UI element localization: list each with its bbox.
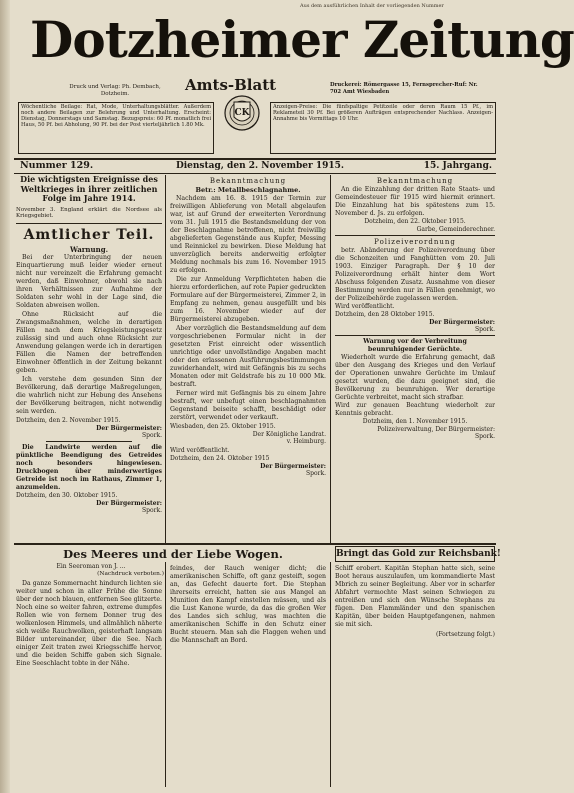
signature-place-2: Dotzheim, den 24. Oktober 1915 [170,455,270,462]
signature-name-2: Spork. [142,506,162,514]
notice-header: Bekanntmachung [376,177,454,185]
column-right [335,177,495,543]
rule [335,335,495,336]
story-col-2: feindes, der Rauch weniger dicht; die amerikanischen Schiffe, oft ganz gesteift, sogen an, das Gefecht dauerte fort. Die Stephan ihrerseits erreicht, hatten sie aus Mangel an Munition den Kampf einstellen müssen, und als die Lust Kanone wurde, da das die großen Wer des Landes sich schlug, was machten die amerikanischen Schiffe in den Schutz einer Bucht steuern. Man sah die Flaggen wehen und die Mannschaft an Bord. [170,565,326,644]
warning-body-2: Ohne Rücksicht auf die Zwangsmaßnahmen, welche in derartigen Fällen nach dem Kriegsleistungsgesetz zulässig sind und auch ohne Rücksicht zur Anwendung gelangen werde ich in derartigen Fällen die Namen der betreffenden Einwohner öffentlich in der Zeitung bekannt geben. [16,310,162,374]
signature-title: Der Bürgermeister: [96,424,162,432]
metal-body-4: Ferner wird mit Gefängnis bis zu einem Jahre bestraft, wer unbefugt einen beschlagnahmten Gegenstand beiseite schafft, beschädigt oder zerstört, verwendet oder verkauft. [170,390,326,421]
police-ordinance-body: betr. Abänderung der Polizeiverordnung über die Schonzeiten und Fanghütten vom 20. Juli 1903. Einziger Paragraph. Der § 10 der Polizeiverordnung erhält hinter dem Wort Abschuss folgenden Zusatz. Ausnahme von dieser Bestimmung werden nur in Fällen genehmigt, wo der Polizeibehörde zugelassen werden. [335,247,495,302]
amtsblatt-label: Amts-Blatt [185,76,277,94]
issue-number: Nummer 129. [20,160,94,171]
warning-title: Warnung. [69,244,109,254]
metal-body-1: Nachdem am 16. 8. 1915 der Termin zur freiwilligen Ablieferung von Metall abgelaufen war, ist auf Grund der erweiterten Verordnung vom 31. Juli 1915 die Bestandsmeldung der von der Beschlagnahme betroffenen, nicht freiwillig abgelieferten Gegenstände aus Kupfer, Messing und Reinnickel zu bewirken. Diese Meldung hat unverzüglich bereits anderweitig erfolgter Meldung nochmals bis zum 16. November 1915 zu erfolgen. [170,195,326,274]
rumor-warning-title: Warnung vor der Verbreitung beunruhigender Gerüchte. [363,338,467,353]
story-rule [14,543,330,545]
publication-note: Wird veröffentlicht. [335,303,395,310]
subscription-text: Wöchentliche Beilage: Rat, Mode, Unterhaltungsblätter. Außerdem noch andere Beilagen zur Belehrung und Unterhaltung. Erscheint: Dienstag, Donnerstags und Samstag. Bezugspreis: 60 Pf. monatlich frei Haus, 50 Pf. bei Abholung, 90 Pf. bei der Post vierteljährlich 1.80 Mk. [21,104,211,128]
signature-place: Dotzheim, den 22. Oktober 1915. [364,218,466,225]
publication-note: Wird veröffentlicht. [170,447,230,454]
publisher-block: Druck und Verlag: Ph. Dembach, Dotzheim. [69,84,161,97]
story-col-3 [335,565,495,785]
page-gutter [0,0,10,793]
metal-notice-title: Betr.: Metallbeschlagnahme. [195,186,301,194]
signature-name: Garbe, Gemeinderechner. [416,226,495,233]
banner-rule [330,543,496,545]
rumor-warning-body: Wiederholt wurde die Erfahrung gemacht, daß über den Ausgang des Krieges und den Verlauf der Operationen unwahre Gerüchte im Umlauf gesetzt wurden, die dazu geeignet sind, die Bevölkerung zu beunruhigen. Wer derartige Gerüchte verbreitet, macht sich strafbar. [335,354,495,401]
signature-name: Spork. [142,431,162,439]
signature-name-2: Spork. [306,470,326,477]
signature-place-2: Dotzheim, den 30. Oktober 1915. [16,491,118,499]
column-left [16,175,162,543]
gold-banner: Bringt das Gold zur Reichsbank! [335,546,495,562]
story-column-rule-2 [330,562,331,787]
signature-title-2: Der Bürgermeister: [260,463,326,470]
advert-price-box [270,102,496,154]
farmers-notice: Die Landwirte werden auf die pünktliche Beendigung des Getreides noch besonders hingewiesen. Druckbogen über minderwertiges Getreide ist noch im Rathaus, Zimmer 1, anzumelden. [16,443,162,491]
story-column-rule-1 [165,562,166,787]
signature-place: Dotzheim, den 2. November 1915. [16,416,121,424]
story-title: Des Meeres und der Liebe Wogen. [63,547,283,561]
signature-title: Der Königliche Landrat. [252,431,326,438]
crest-icon [222,93,262,139]
signature-place: Wiesbaden, den 25. Oktober 1915. [170,423,276,430]
subscription-box [18,102,214,154]
war-events-entry: November 3. England erklärt die Nordsee als Kriegsgebiet. [16,206,162,219]
signature-name-2: Spork. [475,326,495,333]
signature-place-3: Dotzheim, den 1. November 1915. [362,418,468,425]
issue-year: 15. Jahrgang. [423,161,492,171]
rule [335,235,495,236]
crest-emblem [222,93,262,139]
warning-body-1: Bei der Unterbringung der neuen Einquartierung muß leider wieder erneut nicht nur vereinzelt die Erfahrung gemacht werden, daß Einwohner, obwohl sie nach ihren Verhältnissen zur Aufnahme der Soldaten sehr wohl in der Lage sind, die Soldaten abweisen wollen. [16,253,162,309]
crest-letters: CK [234,108,250,118]
column-rule-2 [330,175,331,543]
signature-name-3: Spork. [475,433,495,440]
metal-body-3: Aber vorzüglich die Bestandsmeldung auf dem vorgeschriebenen Formular nicht in der gesetzten Frist einreicht oder wissentlich unrichtige oder unvollständige Angaben macht oder den erlassenen Ausführungsbestimmungen zuwiderhandelt, wird mit Gefängnis bis zu sechs Monaten oder mit Geldstrafe bis zu 10 000 Mk. bestraft. [170,325,326,388]
publication-note-2: Wird zur genauen Beachtung wiederholt zur Kenntnis gebracht. [335,402,495,417]
tax-notice-body: An die Einzahlung der dritten Rate Staats- und Gemeindesteuer für 1915 wird hiermit erinnert. Die Einzahlung hat bis spätestens zum 15. November d. Js. zu erfolgen. [335,186,495,217]
official-section-title: Amtlicher Teil. [23,226,155,243]
column-middle [170,177,326,543]
rule [46,441,132,442]
rule [16,223,162,224]
notice-header: Bekanntmachung [209,177,287,185]
signature-title-2: Der Bürgermeister: [96,499,162,507]
warning-body-3: Ich verstehe dem gesunden Sinn der Bevölkerung, daß derartige Maßregelungen, die wahrlich nicht zur Hebung des Ansehens der Bevölkerung beitragen, nicht notwendig sein werden. [16,375,162,415]
signature-name: v. Heimburg. [286,438,326,445]
masthead-title: Dotzheimer Zeitung [30,10,574,69]
signature-title-2: Der Bürgermeister: [429,319,495,326]
issue-date: Dienstag, den 2. November 1915. [175,161,345,171]
advert-price-text: Anzeigen-Preise: Die fünfspaltige Petitzeile oder deren Raum 15 Pf., im Reklameteil 30 Pf. Bei größeren Aufträgen entsprechender Nachlass. Anzeigen-Annahme bis Vormittags 10 Uhr. [273,104,493,122]
police-ordinance-header: Polizeiverordnung [374,238,456,246]
story-col-3-text: Schiff erobert. Kapitän Stephan hatte sich, seine Boot heraus auszulaufen, um kommandierte Mast Mbrich zu seiner Begleitung. Aber vor in scharfer Abfahrt vermochte Mast seinen Schwiegen zu entreißen und sich den Wünsche Stephans zu fügen. Den Flammländer und den spanischen Kapitän, über beiden Hauptgefangenen, nahmen sie mit sich. [335,565,495,628]
metal-body-2: Die zur Anmeldung Verpflichteten haben die hierzu erforderlichen, auf rote Papier gedruckten Formulare auf der Bürgermeisterei, Zimmer 2, in Empfang zu nehmen, genau ausgefüllt und bis zum 16. November wieder auf der Bürgermeisterei abzugeben. [170,276,326,323]
signature-place-2: Dotzheim, den 28 Oktober 1915. [335,311,435,318]
column-rule-1 [165,175,166,543]
story-col-1: Da ganze Sommernacht hindurch lichten sie weiter und schon in aller Frühe die Sonne über der noch blauen, entfernen See glitzerte. Noch eine so weiter fahren, extreme dumpfes Rollen wie von fernem Donner trug des wolkenlosen Himmels, und allmählich näherte sich weiße Rauchwolken, geisterhaft langsam Bilder untereinander, über die See. Nach einiger Zeit traten zwei Kriegsschiffe hervor, und die beiden Schiffe gaben sich Signale. Eine Seeschlacht tobte in der Nähe. [16,580,162,667]
story-byline: Ein Seeroman von J. ... [56,563,126,570]
top-strip-text: Aus dem ausführlichen Inhalt der vorliegenden Nummer [300,3,444,9]
signature-title-3: Polizeiverwaltung, Der Bürgermeister: [377,426,495,433]
story-note: (Nachdruck verboten.) [97,571,164,577]
contact-block: Druckerei: Römergasse 15, Fernsprecher-Ruf: Nr. 702 Amt Wiesbaden [330,82,478,95]
war-events-headline: Die wichtigsten Ereignisse des Weltkrieges in ihrer zeitlichen Folge im Jahre 1914. [20,174,158,203]
story-continued: (Fortsetzung folgt.) [436,631,495,638]
